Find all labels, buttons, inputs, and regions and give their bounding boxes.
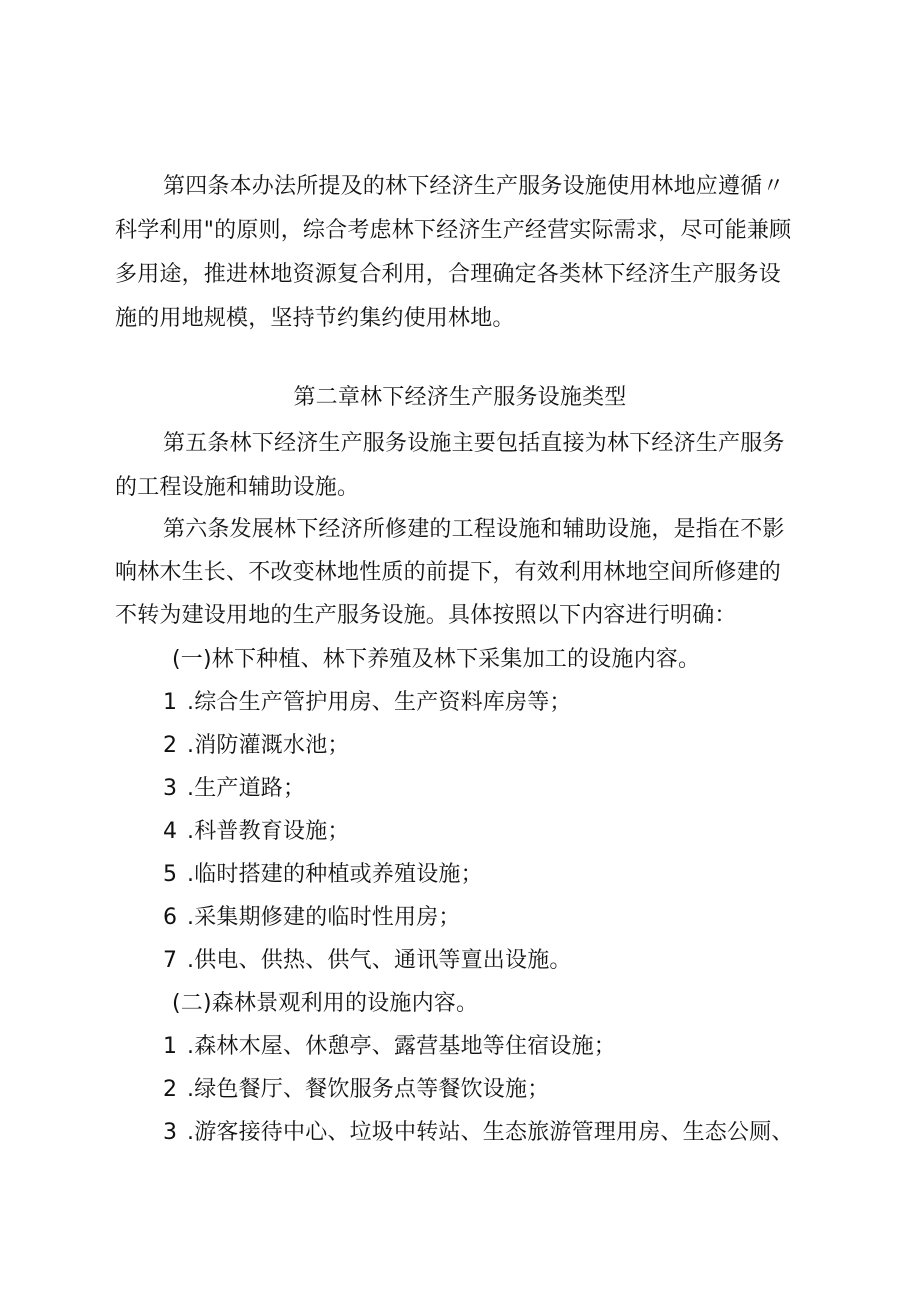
list-item <box>163 939 572 983</box>
section2-heading: (二)森林景观利用的设施内容。 <box>172 991 479 1016</box>
list-item-text: .森林木屋、休憩亭、露营基地等住宿设施； <box>187 1034 616 1059</box>
list-item-number: 4 <box>163 819 178 844</box>
list-item <box>163 1068 549 1112</box>
list-item-number: 2 <box>163 1077 178 1102</box>
list-item <box>163 853 483 897</box>
list-item-text: .采集期修建的临时性用房； <box>187 905 461 930</box>
article4-line-1: 第四条本办法所提及的林下经济生产服务设施使用林地应遵循〃 <box>163 174 785 199</box>
article6-line-1: 第六条发展林下经济所修建的工程设施和辅助设施，是指在不影 <box>163 517 785 542</box>
list-item-text: .科普教育设施； <box>187 819 350 844</box>
list-item <box>163 681 572 725</box>
article5-line-1: 第五条林下经济生产服务设施主要包括直接为林下经济生产服务 <box>163 431 785 456</box>
list-item-text: .供电、供热、供气、通讯等亶出设施。 <box>187 948 572 973</box>
list-item <box>163 1025 616 1069</box>
list-item-number: 3 <box>163 1120 178 1145</box>
list-item-text: .综合生产管护用房、生产资料库房等； <box>187 690 572 715</box>
article6-line-2: 响林木生长、不改变林地性质的前提下，有效利用林地空间所修建的 <box>115 560 782 585</box>
list-item-text: .生产道路； <box>187 776 306 801</box>
list-item <box>163 810 350 854</box>
section1-heading: (一)林下种植、林下养殖及林下采集加工的设施内容。 <box>172 647 701 672</box>
list-item <box>163 1111 794 1155</box>
article5-line-2: 的工程设施和辅助设施。 <box>115 475 360 500</box>
article4-line-3: 多用途，推进林地资源复合利用，合理确定各类林下经济生产服务设 <box>115 262 782 287</box>
list-item <box>163 724 350 768</box>
list-item-number: 6 <box>163 905 178 930</box>
article6-line-3: 不转为建设用地的生产服务设施。具体按照以下内容进行明确： <box>115 603 737 628</box>
list-item-text: .绿色餐厅、餐饮服务点等餐饮设施； <box>187 1077 550 1102</box>
chapter-title: 第二章林下经济生产服务设施类型 <box>293 385 627 410</box>
list-item-number: 2 <box>163 733 178 758</box>
article4-line-4: 施的用地规模，坚持节约集约使用林地。 <box>115 306 515 331</box>
list-item-number: 1 <box>163 1034 178 1059</box>
list-item-number: 7 <box>163 948 178 973</box>
article4-line-2: 科学利用"的原则，综合考虑林下经济生产经营实际需求，尽可能兼顾 <box>115 218 792 243</box>
list-item <box>163 767 305 811</box>
list-item-text: .消防灌溉水池； <box>187 733 350 758</box>
list-item <box>163 896 461 940</box>
list-item-number: 3 <box>163 776 178 801</box>
list-item-text: .游客接待中心、垃圾中转站、生态旅游管理用房、生态公厕、 <box>187 1120 794 1145</box>
list-item-text: .临时搭建的种植或养殖设施； <box>187 862 483 887</box>
list-item-number: 5 <box>163 862 178 887</box>
list-item-number: 1 <box>163 690 178 715</box>
